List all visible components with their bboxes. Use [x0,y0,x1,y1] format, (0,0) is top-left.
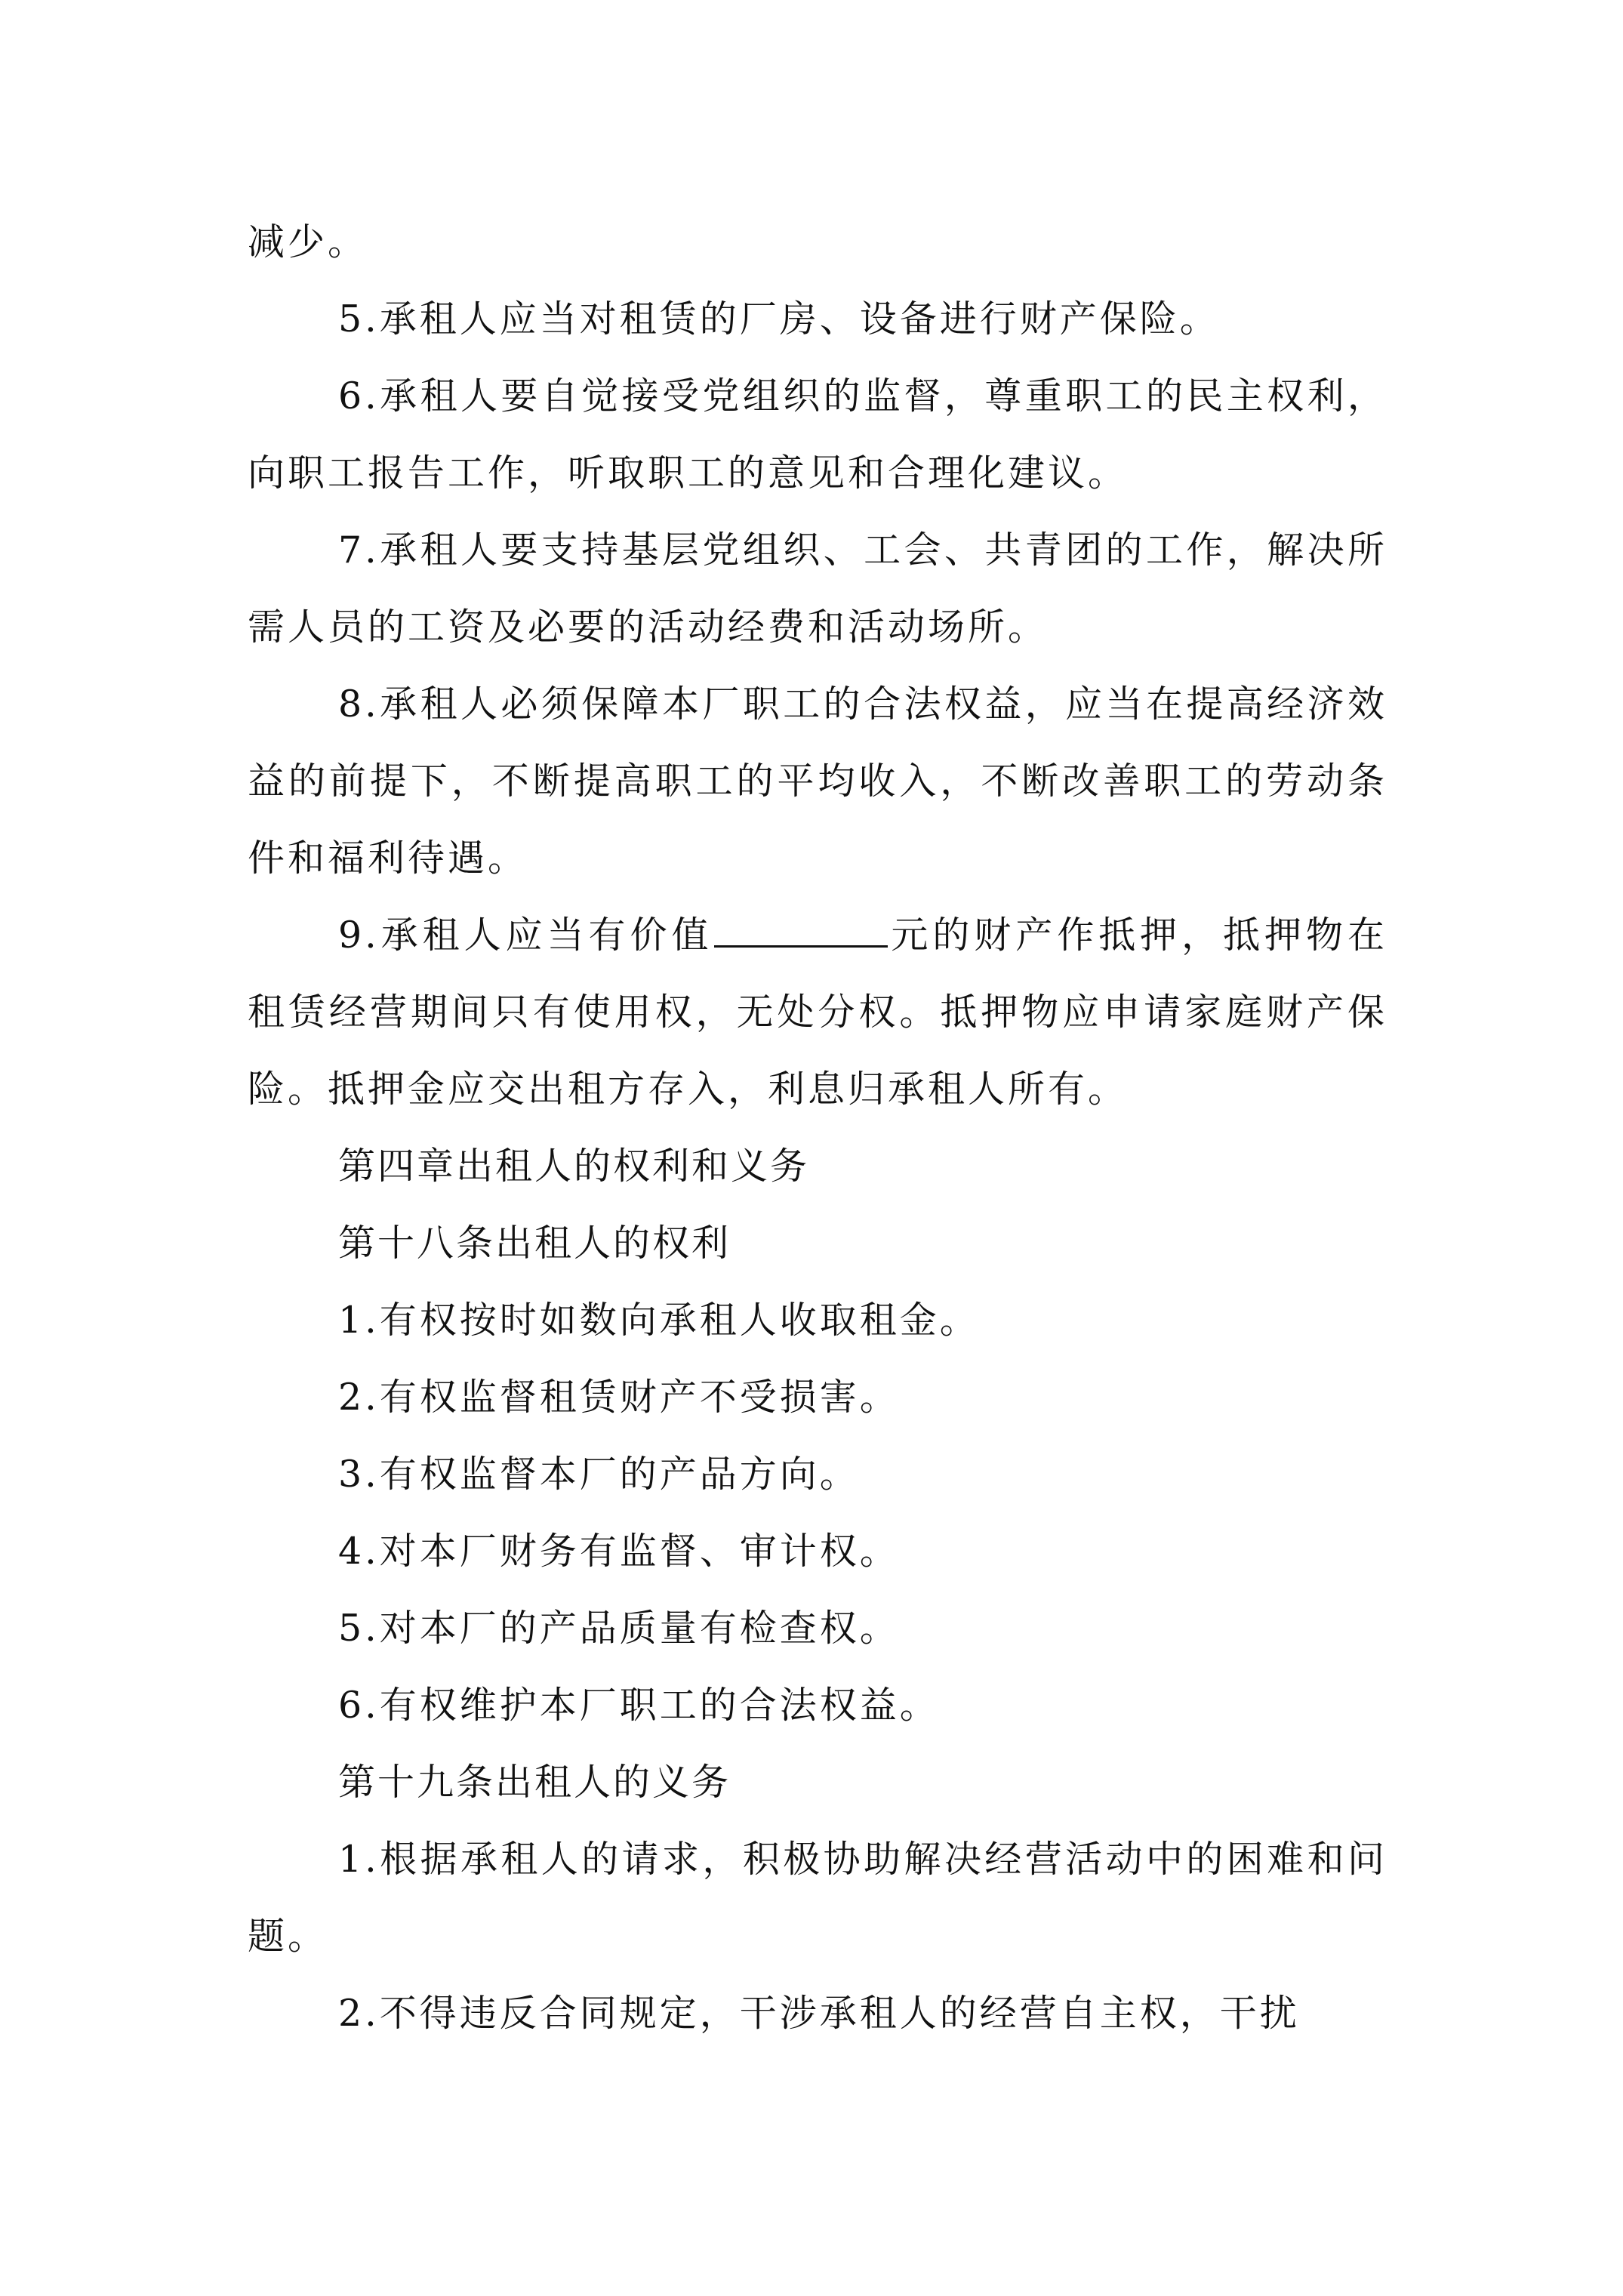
paragraph-item-8: 8.承租人必须保障本厂职工的合法权益，应当在提高经济效益的前提下，不断提高职工的平均收入，不断改善职工的劳动条件和福利待遇。 [248,683,1387,880]
right-item-2: 2.有权监督租赁财产不受损害。 [338,1376,900,1419]
right-item-3: 3.有权监督本厂的产品方向。 [338,1453,860,1496]
right-item-1: 1.有权按时如数向承租人收取租金。 [338,1299,980,1342]
article-19-heading: 第十九条出租人的义务 [338,1761,731,1804]
paragraph-continuation: 减少。 [248,220,368,264]
right-item-5: 5.对本厂的产品质量有检查权。 [338,1607,900,1650]
paragraph-item-9-start: 9.承租人应当有价值 [338,914,713,957]
paragraph-item-7: 7.承租人要支持基层党组织、工会、共青团的工作，解决所需人员的工资及必要的活动经费和活动场所。 [248,529,1387,649]
right-item-4: 4.对本厂财务有监督、审计权。 [338,1530,900,1573]
paragraph-item-9 [248,897,1387,1128]
right-item-6: 6.有权维护本厂职工的合法权益。 [338,1684,940,1727]
article-18-heading: 第十八条出租人的权利 [338,1222,731,1265]
chapter-heading: 第四章出租人的权利和义务 [338,1145,810,1188]
obligation-item-2: 2.不得违反合同规定，干涉承租人的经营自主权，干扰 [338,1992,1300,2035]
paragraph-item-6: 6.承租人要自觉接受党组织的监督，尊重职工的民主权利，向职工报告工作，听取职工的意见和合理化建议。 [248,374,1387,495]
obligation-item-1: 1.根据承租人的请求，积极协助解决经营活动中的困难和问题。 [248,1838,1387,1958]
paragraph-item-5: 5.承租人应当对租赁的厂房、设备进行财产保险。 [338,297,1220,341]
paragraph-item-9-end: 元的财产作抵押，抵押物在租赁经营期间只有使用权，无处分权。抵押物应申请家庭财产保险。抵押金应交出租方存入，利息归承租人所有。 [248,914,1387,1111]
value-blank-line [714,915,888,948]
document-body [248,204,1387,2052]
